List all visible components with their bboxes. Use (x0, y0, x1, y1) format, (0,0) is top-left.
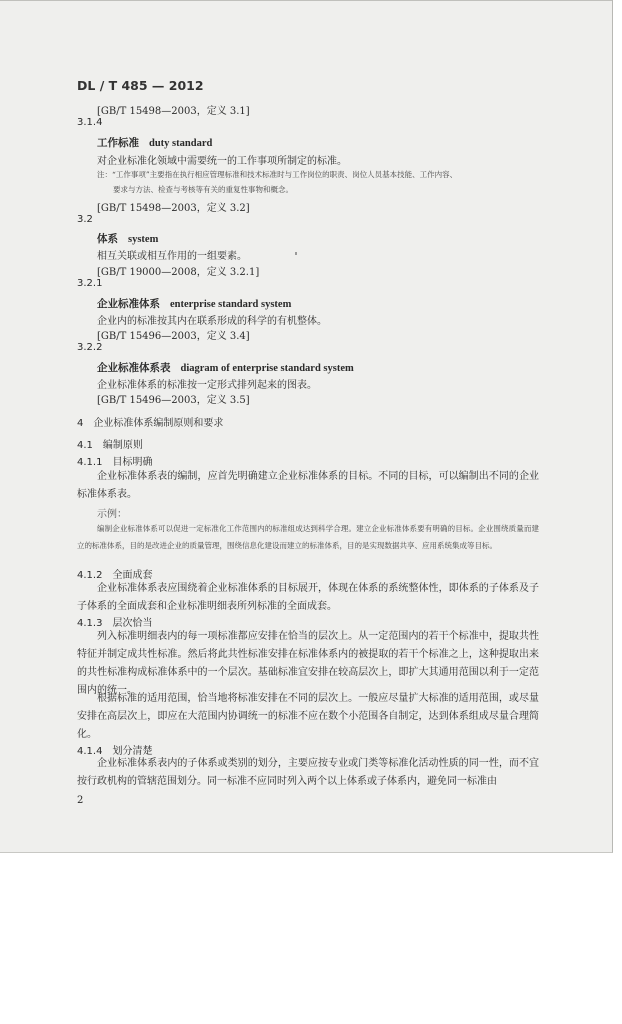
section-number: 3.2.2 (77, 342, 103, 353)
scan-speck (295, 252, 297, 255)
reference-citation: [GB/T 15498—2003，定义 3.1] (97, 106, 250, 117)
page-number: 2 (77, 795, 84, 806)
term-chinese: 企业标准体系 (97, 298, 160, 310)
scan-top-edge (0, 0, 612, 1)
term-chinese: 体系 (97, 233, 118, 245)
term-heading (97, 296, 291, 311)
term-english: system (128, 234, 159, 245)
term-english: enterprise standard system (170, 299, 292, 310)
term-english: duty standard (149, 138, 213, 149)
term-heading (97, 231, 158, 246)
reference-citation: [GB/T 19000—2008，定义 3.2.1] (97, 267, 260, 278)
term-chinese: 工作标准 (97, 137, 139, 149)
term-heading (97, 360, 354, 375)
body-paragraph: 根据标准的适用范围，恰当地将标准安排在不同的层次上。一般应尽量扩大标准的适用范围，或尽量安排在高层次上，即应在大范围内协调统一的标准不应在数个小范围各自制定，达到体系组成尽量合理简化。 (77, 693, 539, 740)
note-line: 要求与方法、检查与考核等有关的重复性事物和概念。 (113, 185, 293, 194)
body-paragraph: 列入标准明细表内的每一项标准都应安排在恰当的层次上。从一定范围内的若干个标准中，提取共性特征并制定成共性标准。然后将此共性标准安排在标准体系内的被提取的若干个标准之上，这种提取出来的共性标准构成标准体系中的一个层次。基础标准宜安排在较高层次上，即扩大其通用范围以利于一定范围内的统一。 (77, 631, 539, 696)
clause-heading: 4.1 编制原则 (77, 440, 143, 451)
reference-citation: [GB/T 15498—2003，定义 3.2] (97, 203, 250, 214)
section-number: 3.1.4 (77, 117, 103, 128)
chapter-heading: 4 企业标准体系编制原则和要求 (77, 418, 224, 429)
reference-citation: [GB/T 15496—2003，定义 3.4] (97, 331, 250, 342)
term-english: diagram of enterprise standard system (180, 363, 354, 374)
note-line: 注：“工作事项”主要指在执行相应管理标准和技术标准时与工作岗位的职责、岗位人员基本技能、工作内容、 (97, 170, 458, 179)
body-paragraph: 企业标准体系表的编制，应首先明确建立企业标准体系的目标。不同的目标，可以编制出不同的企业标准体系表。 (77, 471, 539, 500)
reference-citation: [GB/T 15496—2003，定义 3.5] (97, 395, 250, 406)
subclause-heading: 4.1.3 层次恰当 (77, 618, 153, 629)
term-chinese: 企业标准体系表 (97, 362, 171, 374)
subclause-heading: 4.1.2 全面成套 (77, 570, 153, 581)
subclause-heading: 4.1.1 目标明确 (77, 457, 153, 468)
section-number: 3.2.1 (77, 278, 103, 289)
term-definition: 相互关联或相互作用的一组要素。 (97, 251, 247, 262)
example-label: 示例： (97, 509, 127, 520)
body-paragraph: 企业标准体系表内的子体系或类别的划分，主要应按专业或门类等标准化活动性质的同一性，而不宜按行政机构的管辖范围划分。同一标准不应同时列入两个以上体系或子体系内，避免同一标准由 (77, 758, 539, 787)
section-number: 3.2 (77, 214, 93, 225)
body-paragraph: 企业标准体系表应围绕着企业标准体系的目标展开，体现在体系的系统整体性，即体系的子体系及子子体系的全面成套和企业标准明细表所列标准的全面成套。 (77, 583, 539, 612)
subclause-heading: 4.1.4 划分清楚 (77, 746, 153, 757)
term-definition: 企业内的标准按其内在联系形成的科学的有机整体。 (97, 316, 327, 327)
example-text: 编制企业标准体系可以促进一定标准化工作范围内的标准组成达到科学合理。建立企业标准体系要有明确的目标。企业围绕质量而建立的标准体系，目的是改进企业的质量管理，围绕信息化建设而建立的标准体系，目的是实现数据共享、应用系统集成等目标。 (77, 524, 539, 550)
standard-number: DL / T 485 — 2012 (77, 78, 204, 93)
term-definition: 企业标准体系的标准按一定形式排列起来的图表。 (97, 380, 317, 391)
term-definition: 对企业标准化领域中需要统一的工作事项所制定的标准。 (97, 156, 347, 167)
term-heading (97, 135, 212, 150)
